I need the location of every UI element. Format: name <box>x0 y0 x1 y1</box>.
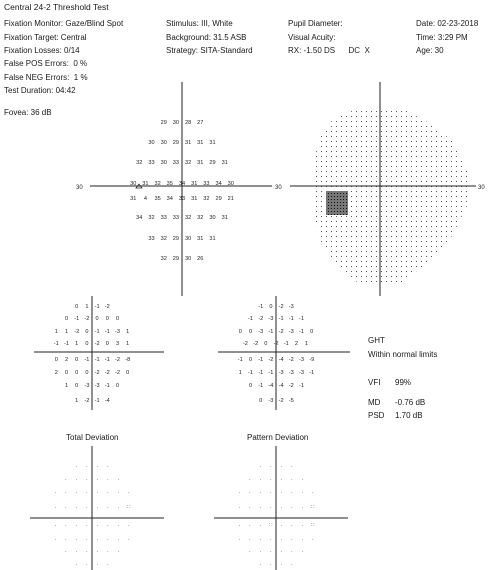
pattern-deviation-cell-value: -1 <box>237 357 243 363</box>
threshold-cell-value: 29 <box>172 236 180 242</box>
pattern-deviation-symbol: ∷ <box>269 523 273 529</box>
threshold-cell-value: 28 <box>184 120 192 126</box>
threshold-cell-value: 33 <box>160 215 167 221</box>
threshold-cell-value: 33 <box>172 215 180 221</box>
total-deviation-cell-value: 0 <box>115 316 120 322</box>
pattern-deviation-cell-value: 1 <box>238 370 242 376</box>
pattern-deviation-cell-value: -1 <box>268 329 274 335</box>
total-deviation-symbol: · <box>85 537 88 543</box>
blind-spot-dark-region <box>326 191 348 215</box>
false-pos-errors: False POS Errors: 0 % <box>4 59 88 68</box>
total-deviation-cell-value: -2 <box>94 341 100 347</box>
total-deviation-probability <box>30 446 164 570</box>
pattern-deviation-symbol: · <box>238 505 241 511</box>
pattern-deviation-symbol: · <box>269 477 272 483</box>
pattern-deviation-cell-value: -1 <box>278 316 284 322</box>
total-deviation-cell-value: 0 <box>105 341 109 347</box>
pattern-deviation-cell-value: 0 <box>259 398 263 404</box>
total-deviation-cell-value: 0 <box>75 304 79 310</box>
total-deviation-symbol: · <box>85 523 88 529</box>
pattern-deviation-symbol: · <box>259 477 262 483</box>
report-title: Central 24-2 Threshold Test <box>4 2 109 12</box>
total-deviation-symbol: · <box>75 562 78 568</box>
pattern-deviation-symbol: · <box>248 549 251 555</box>
pattern-deviation-cell-value: -1 <box>299 316 304 322</box>
threshold-cell-value: 30 <box>172 120 180 126</box>
total-deviation-cell-value: 1 <box>126 329 130 335</box>
total-deviation-symbol: · <box>64 537 67 543</box>
pattern-deviation-symbol: · <box>269 537 272 543</box>
pattern-deviation-symbol: · <box>280 490 283 496</box>
threshold-cell-value: 31 <box>191 181 198 187</box>
total-deviation-symbol: · <box>54 523 57 529</box>
total-deviation-symbol: · <box>64 523 67 529</box>
pattern-deviation-title: Pattern Deviation <box>247 433 309 442</box>
threshold-cell-value: 32 <box>184 160 192 166</box>
total-deviation-cell-value: 2 <box>54 370 58 376</box>
pattern-deviation-cell-value: -1 <box>288 316 294 322</box>
refraction: RX: -1.50 DS DC X <box>288 46 370 55</box>
pattern-deviation-symbol: · <box>311 490 314 496</box>
psd-value: 1.70 dB <box>395 411 423 420</box>
threshold-cell-value: 33 <box>178 196 186 202</box>
threshold-cell-value: 31 <box>209 236 216 242</box>
pattern-deviation-symbol: · <box>301 477 304 483</box>
pattern-deviation-symbol: · <box>248 477 251 483</box>
threshold-cell-value: 35 <box>154 196 161 202</box>
pattern-deviation-cell-value: 0 <box>248 357 253 363</box>
pattern-deviation-symbol: · <box>301 523 304 529</box>
threshold-cell-value: 30 <box>184 236 192 242</box>
ght-label: GHT <box>368 336 385 345</box>
total-deviation-symbol: · <box>106 549 109 555</box>
vfi-value: 99% <box>395 378 412 387</box>
total-deviation-symbol: · <box>64 505 67 511</box>
pattern-deviation-cell-value: -3 <box>258 329 264 335</box>
total-deviation-symbol: · <box>85 562 88 568</box>
pattern-deviation-symbol: · <box>301 537 304 543</box>
pattern-deviation-symbol: · <box>280 549 283 555</box>
threshold-cell-value: 31 <box>221 160 228 166</box>
total-deviation-cell-value: 1 <box>75 398 79 404</box>
pattern-deviation-symbol: · <box>238 537 241 543</box>
pattern-deviation-cell-value: 0 <box>269 304 273 310</box>
total-deviation-cell-value: -2 <box>84 316 90 322</box>
total-deviation-cell-value: -1 <box>104 357 110 363</box>
threshold-cell-value: 34 <box>178 181 186 187</box>
pattern-deviation-symbol: · <box>290 549 293 555</box>
total-deviation-symbol: · <box>54 537 57 543</box>
threshold-cell-value: 32 <box>197 215 204 221</box>
test-duration: Test Duration: 04:42 <box>4 86 76 95</box>
pattern-deviation-cell-value: -3 <box>278 370 284 376</box>
pattern-deviation-symbol: · <box>280 477 283 483</box>
pattern-deviation-symbol: · <box>248 537 251 543</box>
pattern-deviation-cell-value: -1 <box>299 329 304 335</box>
total-deviation-symbol: · <box>96 562 99 568</box>
pattern-deviation-symbol: · <box>259 537 262 543</box>
total-deviation-cell-value: -3 <box>84 383 90 389</box>
threshold-cell-value: 33 <box>203 181 210 187</box>
pattern-deviation-symbol: · <box>269 505 272 511</box>
total-deviation-cell-value: -3 <box>115 329 120 335</box>
pattern-deviation-symbol: · <box>290 505 293 511</box>
pattern-deviation-cell-value: -3 <box>268 398 274 404</box>
pattern-deviation-symbol: · <box>301 549 304 555</box>
fixation-losses: Fixation Losses: 0/14 <box>4 46 80 55</box>
threshold-cell-value: 29 <box>172 256 180 262</box>
threshold-cell-value: 32 <box>160 236 167 242</box>
pattern-deviation-cell-value: -3 <box>288 304 294 310</box>
threshold-cell-value: 33 <box>172 160 180 166</box>
total-deviation-symbol: · <box>75 549 78 555</box>
pattern-deviation-cell-value: -1 <box>258 383 264 389</box>
total-deviation-cell-value: -1 <box>104 383 110 389</box>
fixation-monitor: Fixation Monitor: Gaze/Blind Spot <box>4 19 124 28</box>
total-deviation-cell-value: -2 <box>115 370 120 376</box>
pattern-deviation-symbol: · <box>259 562 262 568</box>
pattern-deviation-cell-value: -2 <box>288 357 294 363</box>
pattern-deviation-symbol: · <box>311 537 314 543</box>
total-deviation-symbol: · <box>106 464 109 470</box>
total-deviation-cell-value: 0 <box>54 357 58 363</box>
total-deviation-cell-value: 0 <box>126 370 130 376</box>
threshold-cell-value: 35 <box>166 181 173 187</box>
pattern-deviation-cell-value: -1 <box>258 304 264 310</box>
total-deviation-cell-value: 0 <box>75 383 79 389</box>
total-deviation-symbol: · <box>64 549 67 555</box>
pattern-deviation-cell-value: -3 <box>299 357 304 363</box>
pattern-deviation-symbol: · <box>301 490 304 496</box>
total-deviation-symbol: · <box>106 490 109 496</box>
total-deviation-cell-value: 3 <box>115 341 120 347</box>
total-deviation-cell-value: 1 <box>64 383 69 389</box>
total-deviation-symbol: · <box>117 523 120 529</box>
total-deviation-cell-value: -1 <box>94 398 100 404</box>
total-deviation-cell-value: 0 <box>64 370 69 376</box>
threshold-cell-value: 31 <box>191 196 198 202</box>
pattern-deviation-symbol: · <box>290 490 293 496</box>
threshold-cell-value: 30 <box>148 140 155 146</box>
total-deviation-cell-value: 0 <box>105 316 109 322</box>
threshold-cell-value: 32 <box>203 196 210 202</box>
pattern-deviation-cell-value: -3 <box>268 316 274 322</box>
total-deviation-cell-value: -3 <box>94 383 100 389</box>
total-deviation-cell-value: -8 <box>125 357 131 363</box>
pattern-deviation-numeric <box>218 296 350 410</box>
total-deviation-cell-value: -1 <box>84 357 90 363</box>
visual-acuity: Visual Acuity: <box>288 33 336 42</box>
pattern-deviation-symbol: · <box>290 562 293 568</box>
total-deviation-symbol: · <box>127 537 130 543</box>
total-deviation-symbol: · <box>85 549 88 555</box>
pattern-deviation-symbol: · <box>248 523 251 529</box>
total-deviation-symbol: · <box>85 464 88 470</box>
threshold-cell-value: 32 <box>136 160 143 166</box>
pattern-deviation-cell-value: -5 <box>288 398 294 404</box>
pattern-deviation-cell-value: -1 <box>258 370 264 376</box>
total-deviation-cell-value: -1 <box>94 304 100 310</box>
ght-value: Within normal limits <box>368 350 438 359</box>
pattern-deviation-cell-value: -1 <box>248 316 253 322</box>
total-deviation-symbol: · <box>96 537 99 543</box>
total-deviation-symbol: · <box>85 505 88 511</box>
total-deviation-title: Total Deviation <box>66 433 119 442</box>
total-deviation-cell-value: -4 <box>104 398 110 404</box>
false-neg-errors: False NEG Errors: 1 % <box>4 73 88 82</box>
total-deviation-symbol: · <box>117 477 120 483</box>
total-deviation-symbol: · <box>75 505 78 511</box>
pattern-deviation-cell-value: 0 <box>248 383 253 389</box>
threshold-cell-value: 31 <box>197 236 204 242</box>
total-deviation-symbol: · <box>106 562 109 568</box>
total-deviation-cell-value: 0 <box>85 329 89 335</box>
threshold-cell-value: 32 <box>160 256 167 262</box>
pattern-deviation-cell-value: -1 <box>309 370 315 376</box>
pattern-deviation-symbol: · <box>238 523 241 529</box>
total-deviation-symbol: · <box>85 490 88 496</box>
total-deviation-cell-value: -1 <box>94 357 100 363</box>
psd-label: PSD <box>368 411 385 420</box>
total-deviation-symbol: · <box>85 477 88 483</box>
total-deviation-numeric <box>34 296 164 410</box>
total-deviation-symbol: · <box>96 549 99 555</box>
total-deviation-symbol: · <box>106 505 109 511</box>
pattern-deviation-symbol: · <box>259 490 262 496</box>
pattern-deviation-symbol: · <box>280 562 283 568</box>
total-deviation-cell-value: 1 <box>85 304 89 310</box>
pattern-deviation-cell-value: 0 <box>264 341 268 347</box>
total-deviation-cell-value: 1 <box>126 341 130 347</box>
pattern-deviation-symbol: · <box>290 464 293 470</box>
threshold-cell-value: 30 <box>227 181 234 187</box>
threshold-cell-value: 31 <box>197 160 204 166</box>
threshold-cell-value: 34 <box>166 196 173 202</box>
pattern-deviation-symbol: · <box>248 505 251 511</box>
pattern-deviation-symbol: · <box>269 562 272 568</box>
total-deviation-cell-value: -1 <box>94 329 100 335</box>
pattern-deviation-cell-value: 1 <box>305 341 309 347</box>
threshold-cell-value: 30 <box>209 215 216 221</box>
total-deviation-symbol: · <box>75 477 78 483</box>
total-deviation-cell-value: -2 <box>94 370 100 376</box>
pattern-deviation-cell-value: -2 <box>268 357 274 363</box>
md-label: MD <box>368 398 381 407</box>
pattern-deviation-symbol: · <box>290 477 293 483</box>
total-deviation-cell-value: 0 <box>75 370 79 376</box>
threshold-cell-value: 32 <box>148 215 155 221</box>
total-deviation-symbol: · <box>127 490 130 496</box>
pattern-deviation-cell-value: -2 <box>242 341 248 347</box>
pattern-deviation-cell-value: -4 <box>268 383 274 389</box>
pattern-deviation-probability <box>214 446 348 570</box>
fovea-value: Fovea: 36 dB <box>4 108 52 117</box>
patient-age: Age: 30 <box>416 46 444 55</box>
pattern-deviation-symbol: · <box>301 505 304 511</box>
pattern-deviation-cell-value: -1 <box>268 370 274 376</box>
threshold-cell-value: 29 <box>160 120 167 126</box>
total-deviation-cell-value: -1 <box>64 341 69 347</box>
pattern-deviation-cell-value: -3 <box>288 329 294 335</box>
threshold-cell-value: 32 <box>154 181 161 187</box>
threshold-cell-value: 32 <box>184 215 192 221</box>
total-deviation-symbol: · <box>54 505 57 511</box>
greyscale-plot <box>290 82 485 296</box>
total-deviation-symbol: · <box>106 477 109 483</box>
total-deviation-symbol: · <box>117 549 120 555</box>
threshold-cell-value: 31 <box>142 181 149 187</box>
threshold-cell-value: 29 <box>215 196 222 202</box>
stimulus: Stimulus: III, White <box>166 19 233 28</box>
threshold-plot <box>76 82 282 296</box>
test-time: Time: 3:29 PM <box>416 33 468 42</box>
pattern-deviation-cell-value: 0 <box>238 329 242 335</box>
total-deviation-cell-value: 1 <box>64 329 69 335</box>
pattern-deviation-symbol: · <box>248 490 251 496</box>
threshold-cell-value: 26 <box>197 256 204 262</box>
pattern-deviation-symbol: · <box>259 505 262 511</box>
total-deviation-cell-value: 0 <box>85 370 89 376</box>
total-deviation-symbol: · <box>75 537 78 543</box>
pattern-deviation-cell-value: -2 <box>288 383 294 389</box>
vfi-label: VFI <box>368 378 381 387</box>
total-deviation-symbol: · <box>96 477 99 483</box>
threshold-cell-value: 31 <box>184 140 192 146</box>
total-deviation-cell-value: -2 <box>74 329 80 335</box>
greyscale-axis-label: 30 <box>478 185 485 191</box>
pattern-deviation-symbol: · <box>238 490 241 496</box>
threshold-cell-value: 33 <box>148 236 155 242</box>
total-deviation-cell-value: -1 <box>53 341 59 347</box>
pattern-deviation-cell-value: -2 <box>273 341 279 347</box>
threshold-cell-value: 30 <box>160 160 167 166</box>
pattern-deviation-cell-value: -1 <box>299 383 304 389</box>
threshold-cell-value: 4 <box>143 196 147 202</box>
pattern-deviation-symbol: · <box>269 549 272 555</box>
total-deviation-cell-value: -2 <box>115 357 120 363</box>
strategy: Strategy: SITA-Standard <box>166 46 253 55</box>
threshold-axis-label-left: 30 <box>76 185 83 191</box>
total-deviation-cell-value: 1 <box>54 329 58 335</box>
total-deviation-symbol: · <box>96 523 99 529</box>
threshold-cell-value: 30 <box>160 140 167 146</box>
pattern-deviation-symbol: · <box>280 523 283 529</box>
total-deviation-symbol: · <box>96 464 99 470</box>
total-deviation-symbol: · <box>96 505 99 511</box>
total-deviation-symbol: · <box>96 490 99 496</box>
pattern-deviation-cell-value: -4 <box>278 383 284 389</box>
pattern-deviation-cell-value: 2 <box>294 341 298 347</box>
pattern-deviation-symbol: · <box>269 464 272 470</box>
pattern-deviation-cell-value: -4 <box>278 357 284 363</box>
total-deviation-symbol: · <box>127 523 130 529</box>
total-deviation-cell-value: 2 <box>64 357 69 363</box>
threshold-cell-value: 34 <box>136 215 143 221</box>
pattern-deviation-cell-value: -2 <box>258 316 264 322</box>
total-deviation-symbol: · <box>117 490 120 496</box>
threshold-cell-value: 21 <box>227 196 234 202</box>
pattern-deviation-cell-value: -2 <box>253 341 259 347</box>
pattern-deviation-cell-value: -3 <box>288 370 294 376</box>
threshold-cell-value: 34 <box>215 181 222 187</box>
threshold-cell-value: 31 <box>209 140 216 146</box>
threshold-cell-value: 29 <box>172 140 180 146</box>
pattern-deviation-cell-value: 0 <box>310 329 314 335</box>
total-deviation-symbol: · <box>106 537 109 543</box>
pattern-deviation-symbol: · <box>259 464 262 470</box>
pattern-deviation-symbol: · <box>290 537 293 543</box>
total-deviation-cell-value: 0 <box>85 341 89 347</box>
pattern-deviation-cell-value: -9 <box>309 357 315 363</box>
threshold-cell-value: 27 <box>197 120 204 126</box>
pupil-diameter: Pupil Diameter: <box>288 19 343 28</box>
pattern-deviation-symbol: · <box>280 537 283 543</box>
pattern-deviation-symbol: · <box>259 523 262 529</box>
fixation-target: Fixation Target: Central <box>4 33 87 42</box>
total-deviation-symbol: · <box>117 505 120 511</box>
threshold-cell-value: 30 <box>130 181 137 187</box>
pattern-deviation-symbol: · <box>259 549 262 555</box>
total-deviation-symbol: · <box>64 477 67 483</box>
total-deviation-cell-value: -1 <box>104 329 110 335</box>
md-value: -0.76 dB <box>395 398 426 407</box>
pattern-deviation-cell-value: -3 <box>299 370 304 376</box>
total-deviation-symbol: · <box>54 490 57 496</box>
pattern-deviation-symbol: · <box>280 505 283 511</box>
pattern-deviation-cell-value: -1 <box>258 357 264 363</box>
pattern-deviation-cell-value: -1 <box>248 370 253 376</box>
pattern-deviation-cell-value: -1 <box>283 341 289 347</box>
threshold-cell-value: 33 <box>148 160 155 166</box>
threshold-cell-value: 31 <box>221 215 228 221</box>
total-deviation-cell-value: 0 <box>95 316 99 322</box>
threshold-cell-value: 31 <box>197 140 204 146</box>
total-deviation-cell-value: -2 <box>84 398 90 404</box>
total-deviation-symbol: ∷ <box>127 505 131 511</box>
pattern-deviation-symbol: · <box>290 523 293 529</box>
total-deviation-symbol: · <box>75 523 78 529</box>
pattern-deviation-cell-value: 0 <box>248 329 253 335</box>
total-deviation-cell-value: 1 <box>75 341 79 347</box>
total-deviation-symbol: · <box>106 523 109 529</box>
total-deviation-cell-value: 0 <box>115 383 120 389</box>
pattern-deviation-symbol: ∷ <box>311 523 315 529</box>
total-deviation-symbol: · <box>64 490 67 496</box>
total-deviation-symbol: · <box>75 490 78 496</box>
threshold-cell-value: 30 <box>184 256 192 262</box>
total-deviation-symbol: · <box>75 464 78 470</box>
pattern-deviation-cell-value: -2 <box>278 329 284 335</box>
pattern-deviation-cell-value: -2 <box>278 304 284 310</box>
pattern-deviation-symbol: · <box>280 464 283 470</box>
pattern-deviation-symbol: · <box>269 490 272 496</box>
pattern-deviation-cell-value: -2 <box>278 398 284 404</box>
threshold-cell-value: 29 <box>209 160 216 166</box>
total-deviation-cell-value: 0 <box>75 357 79 363</box>
total-deviation-cell-value: -2 <box>104 370 110 376</box>
background: Background: 31.5 ASB <box>166 33 247 42</box>
pattern-deviation-symbol: ∷ <box>311 505 315 511</box>
test-date: Date: 02-23-2018 <box>416 19 479 28</box>
total-deviation-cell-value: -2 <box>104 304 110 310</box>
total-deviation-symbol: · <box>117 537 120 543</box>
total-deviation-cell-value: -1 <box>74 316 80 322</box>
total-deviation-cell-value: 0 <box>64 316 69 322</box>
threshold-cell-value: 31 <box>130 196 137 202</box>
threshold-axis-label-right: 30 <box>275 185 282 191</box>
